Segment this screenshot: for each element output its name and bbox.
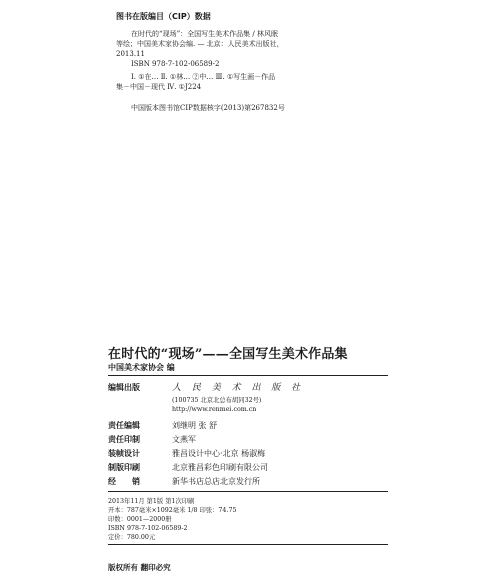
- isbn: ISBN 978-7-102-06589-2: [108, 525, 188, 532]
- cip-line: 等绘；中国美术家协会编. — 北京：人民美术出版社，: [116, 40, 284, 48]
- publisher-address: (100735 北京北总布胡同32号): [172, 397, 262, 404]
- cip-line: 在时代的“现场”：全国写生美术作品集 / 林风眠: [131, 30, 278, 38]
- cip-heading: 图书在版编目（CIP）数据: [116, 12, 211, 21]
- divider: [108, 491, 388, 492]
- publisher-name: 人 民 美 术 出 版 社: [172, 383, 305, 393]
- print-format: 开本：787毫米×1092毫米 1/8 印张：74.75: [108, 507, 237, 514]
- cip-isbn: ISBN 978-7-102-06589-2: [131, 60, 220, 68]
- publisher-website: http://www.renmei.com.cn: [172, 406, 257, 413]
- cip-catalog-number: 中国版本图书馆CIP数据核字(2013)第267832号: [131, 104, 285, 112]
- cip-classification: Ⅰ. ①在… Ⅱ. ①林… ②中… Ⅲ. ①写生画－作品: [131, 73, 276, 81]
- credit-label: 装帧设计: [108, 449, 140, 458]
- divider: [108, 544, 388, 545]
- credit-value: 文燕军: [172, 435, 196, 444]
- credit-value: 雅昌设计中心·北京 杨淑梅: [172, 449, 266, 458]
- book-title: 在时代的“现场”——全国写生美术作品集: [108, 347, 348, 362]
- credit-value: 北京雅昌彩色印刷有限公司: [172, 463, 268, 472]
- credit-label: 制版印刷: [108, 463, 140, 472]
- book-author: 中国美术家协会 编: [108, 363, 175, 372]
- credit-label: 责任编辑: [108, 421, 140, 430]
- print-edition: 2013年11月 第1版 第1次印刷: [108, 498, 195, 505]
- cip-line: 2013.11: [116, 50, 145, 58]
- divider: [108, 375, 388, 376]
- credit-label: 经 销: [108, 477, 140, 486]
- credit-value: 刘继明 张 舒: [172, 421, 218, 430]
- cip-classification: 集－中国－现代 Ⅳ. ①J224: [116, 83, 202, 91]
- publish-label: 编辑出版: [108, 383, 140, 392]
- print-run: 印数：0001—2000册: [108, 516, 172, 523]
- credit-value: 新华书店总店北京发行所: [172, 477, 260, 486]
- copyright-notice: 版权所有 翻印必究: [108, 563, 171, 572]
- credit-label: 责任印制: [108, 435, 140, 444]
- price: 定价：780.00元: [108, 534, 156, 541]
